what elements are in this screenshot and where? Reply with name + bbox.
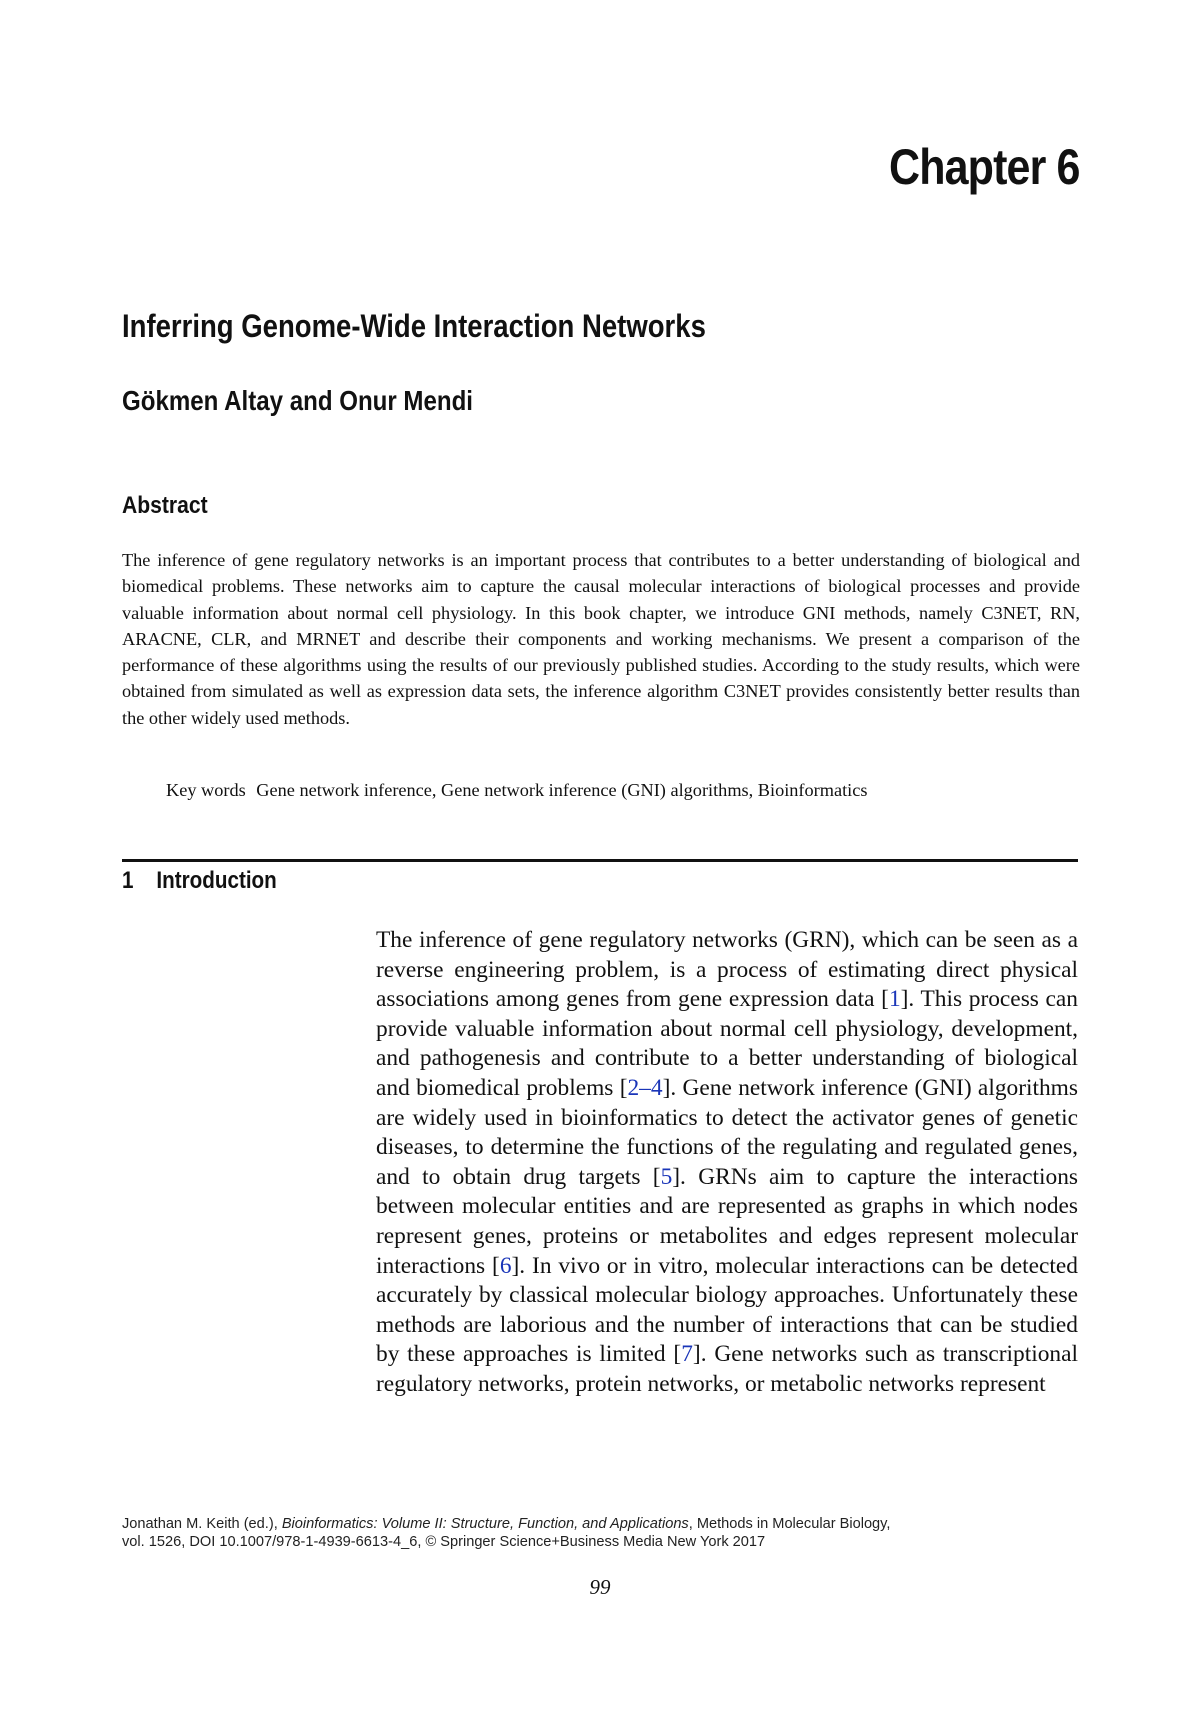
abstract-body: The inference of gene regulatory networks is an important process that contributes to a better understanding of biological and biomedical problems. These networks aim to capture the causal molecular interactions of biological processes and provide valuable information about normal cell physiology. In this book chapter, we introduce GNI methods, namely C3NET, RN, ARACNE, CLR, and MRNET and describe their components and working mechanisms. We present a comparison of the performance of these algorithms using the results of our previously published studies. According to the study results, which were obtained from simulated as well as expression data sets, the inference algorithm C3NET provides consistently better results than the other widely used methods. [122,550,1080,728]
citation-footnote [122,1515,1082,1551]
paragraph-text: ]. Gene networks such as transcriptional regulatory networks, protein networks, or metabolic networks represent [376,1341,1078,1397]
chapter-title: Inferring Genome-Wide Interaction Networks [122,308,706,344]
keywords-line [166,777,1086,803]
paragraph-text: ]. In vivo or in vitro, molecular interactions can be detected accurately by classical molecular biology approaches. Unfortunately these methods are laborious and the number of interactions that can be studied by these approaches is limited [ [376,1252,1078,1368]
abstract-heading: Abstract [122,492,208,519]
footnote-book-title: Bioinformatics: Volume II: Structure, Function, and Applications [281,1516,689,1532]
keywords-list: Gene network inference, Gene network inference (GNI) algorithms, Bioinformatics [256,780,868,800]
paragraph-text: ]. This process can provide valuable information about normal cell physiology, development, and pathogenesis and contribute to a better understanding of biological and biomedical problems [ [376,986,1079,1101]
paragraph-text: ]. GRNs aim to capture the interactions between molecular entities and are represented as graphs in which nodes represent genes, proteins or metabolites and edges represent molecular interactions [ [376,1163,1079,1279]
citation-link[interactable]: 6 [499,1252,512,1279]
authors: Gökmen Altay and Onur Mendi [122,385,473,416]
chapter-label: Chapter 6 [889,139,1080,195]
introduction-paragraph [376,926,1078,1400]
citation-link[interactable]: 2–4 [627,1074,663,1101]
citation-link[interactable]: 5 [660,1163,673,1190]
paragraph-text: ]. Gene network inference (GNI) algorithms are widely used in bioinformatics to detect the activator genes of genetic diseases, to determine the functions of the regulating and regulated genes, and to obtain drug targets [ [376,1074,1078,1190]
citation-link[interactable]: 7 [681,1341,693,1368]
footnote-editor: Jonathan M. Keith (ed.), [122,1516,282,1532]
footnote-doi-line: vol. 1526, DOI 10.1007/978-1-4939-6613-4_6, © Springer Science+Business Media New York 2017 [122,1534,766,1550]
page-number: 99 [589,1575,611,1599]
section-number: 1 [122,867,134,894]
paragraph-text: The inference of gene regulatory networks (GRN), which can be seen as a reverse engineering problem, is a process of estimating direct physical associations among genes from gene expression data [ [376,927,1078,1013]
keywords-label: Key words [166,780,246,800]
footnote-series: , Methods in Molecular Biology, [688,1516,891,1532]
section-heading-introduction [122,867,277,895]
section-title: Introduction [156,867,277,894]
citation-link[interactable]: 1 [888,986,901,1013]
section-divider [122,859,1078,862]
